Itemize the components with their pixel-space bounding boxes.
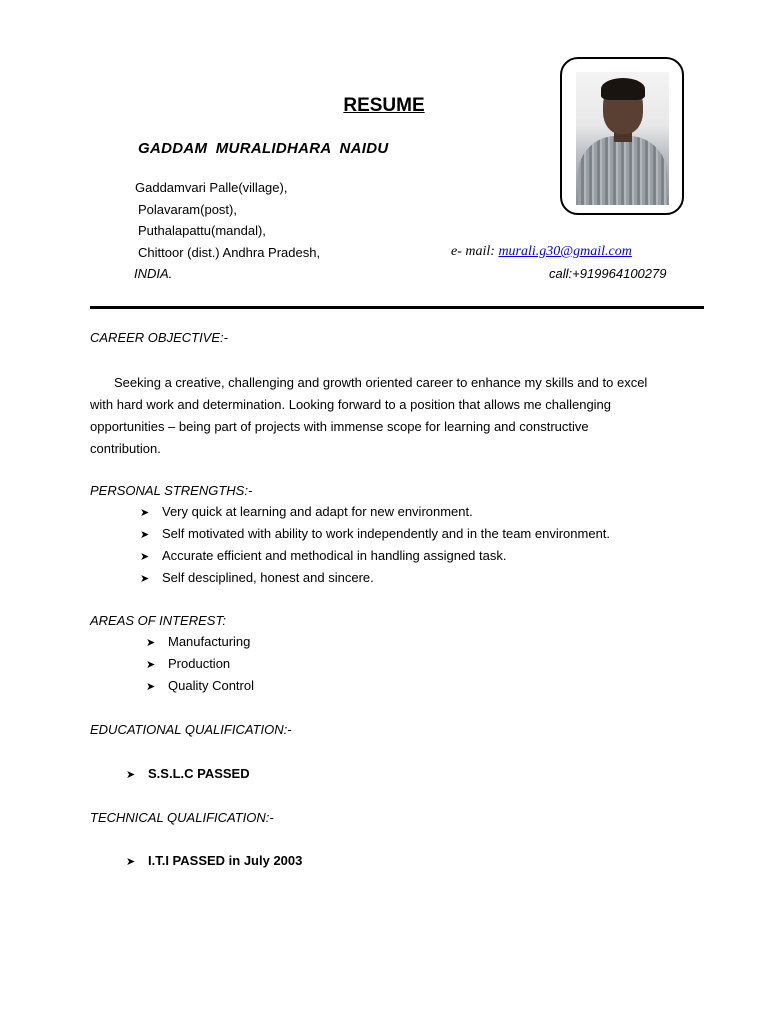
profile-photo-frame	[560, 57, 684, 215]
arrowhead-bullet-icon: ➤	[146, 681, 156, 693]
arrowhead-bullet-icon: ➤	[146, 659, 156, 671]
educational-qualification-list	[126, 763, 250, 785]
phone-number: call:+919964100279	[549, 266, 667, 281]
personal-strengths-list	[140, 501, 610, 589]
list-item: ➤ Production	[146, 653, 254, 675]
list-item: ➤ Self motivated with ability to work independently and in the team environment.	[140, 523, 610, 545]
arrowhead-bullet-icon: ➤	[126, 856, 136, 868]
list-item: ➤ I.T.I PASSED in July 2003	[126, 850, 302, 872]
arrowhead-bullet-icon: ➤	[146, 637, 156, 649]
email-link[interactable]: murali.g30@gmail.com	[498, 244, 632, 259]
section-heading-areas-of-interest: AREAS OF INTEREST:	[90, 613, 227, 628]
country: INDIA.	[134, 266, 173, 281]
arrowhead-bullet-icon: ➤	[140, 507, 150, 519]
profile-photo	[576, 72, 669, 205]
arrowhead-bullet-icon: ➤	[140, 551, 150, 563]
address-line: Polavaram(post),	[138, 202, 237, 217]
list-item: ➤ Manufacturing	[146, 631, 254, 653]
address-line: Gaddamvari Palle(village),	[135, 180, 288, 195]
objective-line: with hard work and determination. Looking forward to a position that allows me challenging	[90, 397, 612, 412]
arrowhead-bullet-icon: ➤	[140, 573, 150, 585]
email-label: e- mail:	[451, 244, 495, 259]
list-item: ➤ Very quick at learning and adapt for new environment.	[140, 501, 610, 523]
section-heading-personal-strengths: PERSONAL STRENGTHS:-	[90, 483, 253, 498]
career-objective-text	[90, 372, 690, 460]
header-divider	[90, 306, 704, 309]
objective-line: Seeking a creative, challenging and growth oriented career to enhance my skills and to excel	[114, 375, 648, 390]
list-item: ➤ Quality Control	[146, 675, 254, 697]
address-line: Chittoor (dist.) Andhra Pradesh,	[138, 245, 321, 260]
email-contact	[451, 244, 632, 260]
section-heading-career-objective: CAREER OBJECTIVE:-	[90, 330, 228, 345]
section-heading-educational-qualification: EDUCATIONAL QUALIFICATION:-	[90, 722, 292, 737]
arrowhead-bullet-icon: ➤	[126, 769, 136, 781]
arrowhead-bullet-icon: ➤	[140, 529, 150, 541]
list-item: ➤ S.S.L.C PASSED	[126, 763, 250, 785]
resume-title: RESUME	[343, 95, 425, 116]
list-item: ➤ Self desciplined, honest and sincere.	[140, 567, 610, 589]
applicant-name: GADDAM MURALIDHARA NAIDU	[138, 140, 389, 157]
objective-line: opportunities – being part of projects with immense scope for learning and constructive	[90, 419, 589, 434]
technical-qualification-list	[126, 850, 302, 872]
areas-of-interest-list	[146, 631, 254, 697]
section-heading-technical-qualification: TECHNICAL QUALIFICATION:-	[90, 810, 274, 825]
address-line: Puthalapattu(mandal),	[138, 223, 266, 238]
objective-line: contribution.	[90, 441, 161, 456]
list-item: ➤ Accurate efficient and methodical in handling assigned task.	[140, 545, 610, 567]
